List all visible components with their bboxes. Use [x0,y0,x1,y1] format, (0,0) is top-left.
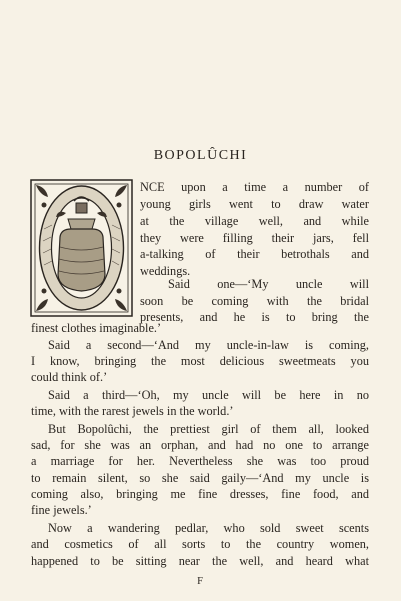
text-line: could think of.’ [31,370,108,384]
text-line: at the village well, and while [140,214,369,228]
text-line: a-talking of their betrothals and [140,247,369,261]
text-line: coming also, bringing me fine dresses, fine food, and [31,487,369,501]
text-line: I know, bringing the most delicious sweetmeats you [31,354,369,368]
text-line: they were filling their jars, fell [140,231,369,245]
decorated-initial-o [30,179,133,317]
text-line: time, with the rarest jewels in the world.’ [31,404,234,418]
text-line: weddings. [140,264,191,278]
text-line: and cosmetics of all sorts to the country women, [31,537,369,551]
text-line: fine jewels.’ [31,503,92,517]
text-line: Now a wandering pedlar, who sold sweet scents [48,521,369,535]
text-line: soon be coming with the bridal [140,294,369,308]
text-line: NCE upon a time a number of [140,180,369,194]
text-line: happened to be sitting near the well, and heard what [31,554,369,568]
text-line: sad, for she was an orphan, and had no one to arrange [31,438,369,452]
text-line: But Bopolûchi, the prettiest girl of them all, looked [48,422,369,436]
text-line: a marriage for her. Nevertheless she was too proud [31,454,369,468]
signature-mark: F [197,576,204,587]
text-line: finest clothes imaginable.’ [31,321,162,335]
text-line: Said a second—‘And my uncle-in-law is coming, [48,338,369,352]
text-line: presents, and he is to bring the [140,310,369,324]
text-line: Said one—‘My uncle will [168,277,369,291]
text-line: young girls went to draw water [140,197,369,211]
jar-ornament-icon [30,179,133,317]
text-line: Said a third—‘Oh, my uncle will be here in no [48,388,369,402]
text-line: to remain silent, so she said gaily—‘And my uncle is [31,471,369,485]
chapter-title: BOPOLÛCHI [153,148,248,163]
